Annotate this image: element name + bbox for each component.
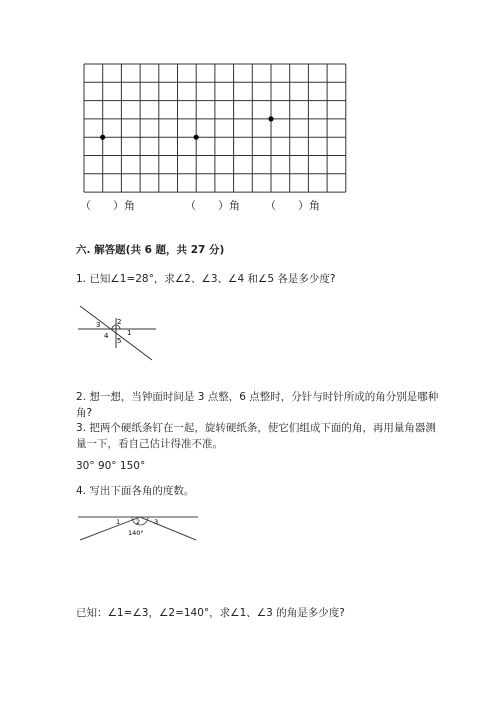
intersecting-lines-figure [70, 298, 170, 366]
figure-label-4: 4 [104, 332, 109, 340]
figure-label-3: 3 [154, 518, 159, 526]
section-title: 六. 解答题(共 6 题，共 27 分) [76, 244, 225, 256]
figure-label-2: 2 [136, 518, 141, 526]
question-4: 4. 写出下面各角的度数。 [76, 485, 195, 497]
grid-dot [194, 135, 199, 140]
question-1: 1. 已知∠1=28°，求∠2、∠3、∠4 和∠5 各是多少度? [76, 273, 336, 285]
dot-grid-figure [0, 0, 500, 200]
question-2-line2: 角? [76, 407, 93, 419]
grid-dot [268, 116, 273, 121]
question-2-line1: 2. 想一想，当钟面时间是 3 点整，6 点整时，分针与时针所成的角分别是哪种 [76, 391, 439, 403]
angle-blank-3: （ ）角 [265, 199, 320, 212]
figure-label-1: 1 [127, 329, 132, 337]
angle-blank-2: （ ）角 [185, 199, 240, 212]
figure-label-140: 140° [128, 529, 144, 537]
figure-label-1: 1 [116, 518, 121, 526]
grid-dots [100, 116, 274, 139]
question-3-line1: 3. 把两个硬纸条钉在一起，旋转硬纸条，使它们组成下面的角，再用量角器测 [76, 422, 436, 434]
question-5: 已知：∠1=∠3，∠2=140°，求∠1、∠3 的角是多少度? [76, 607, 345, 619]
question-3-line2: 量一下，看自己估计得准不准。 [76, 438, 223, 450]
question-3-angles: 30° 90° 150° [76, 460, 146, 472]
angle-degree-figure [70, 508, 210, 548]
figure-label-3: 3 [96, 321, 101, 329]
angle-blank-1: （ ）角 [80, 199, 135, 212]
figure-label-2: 2 [117, 318, 122, 326]
grid-dot [100, 135, 105, 140]
grid-lines [84, 64, 346, 192]
figure-label-5: 5 [117, 337, 122, 345]
